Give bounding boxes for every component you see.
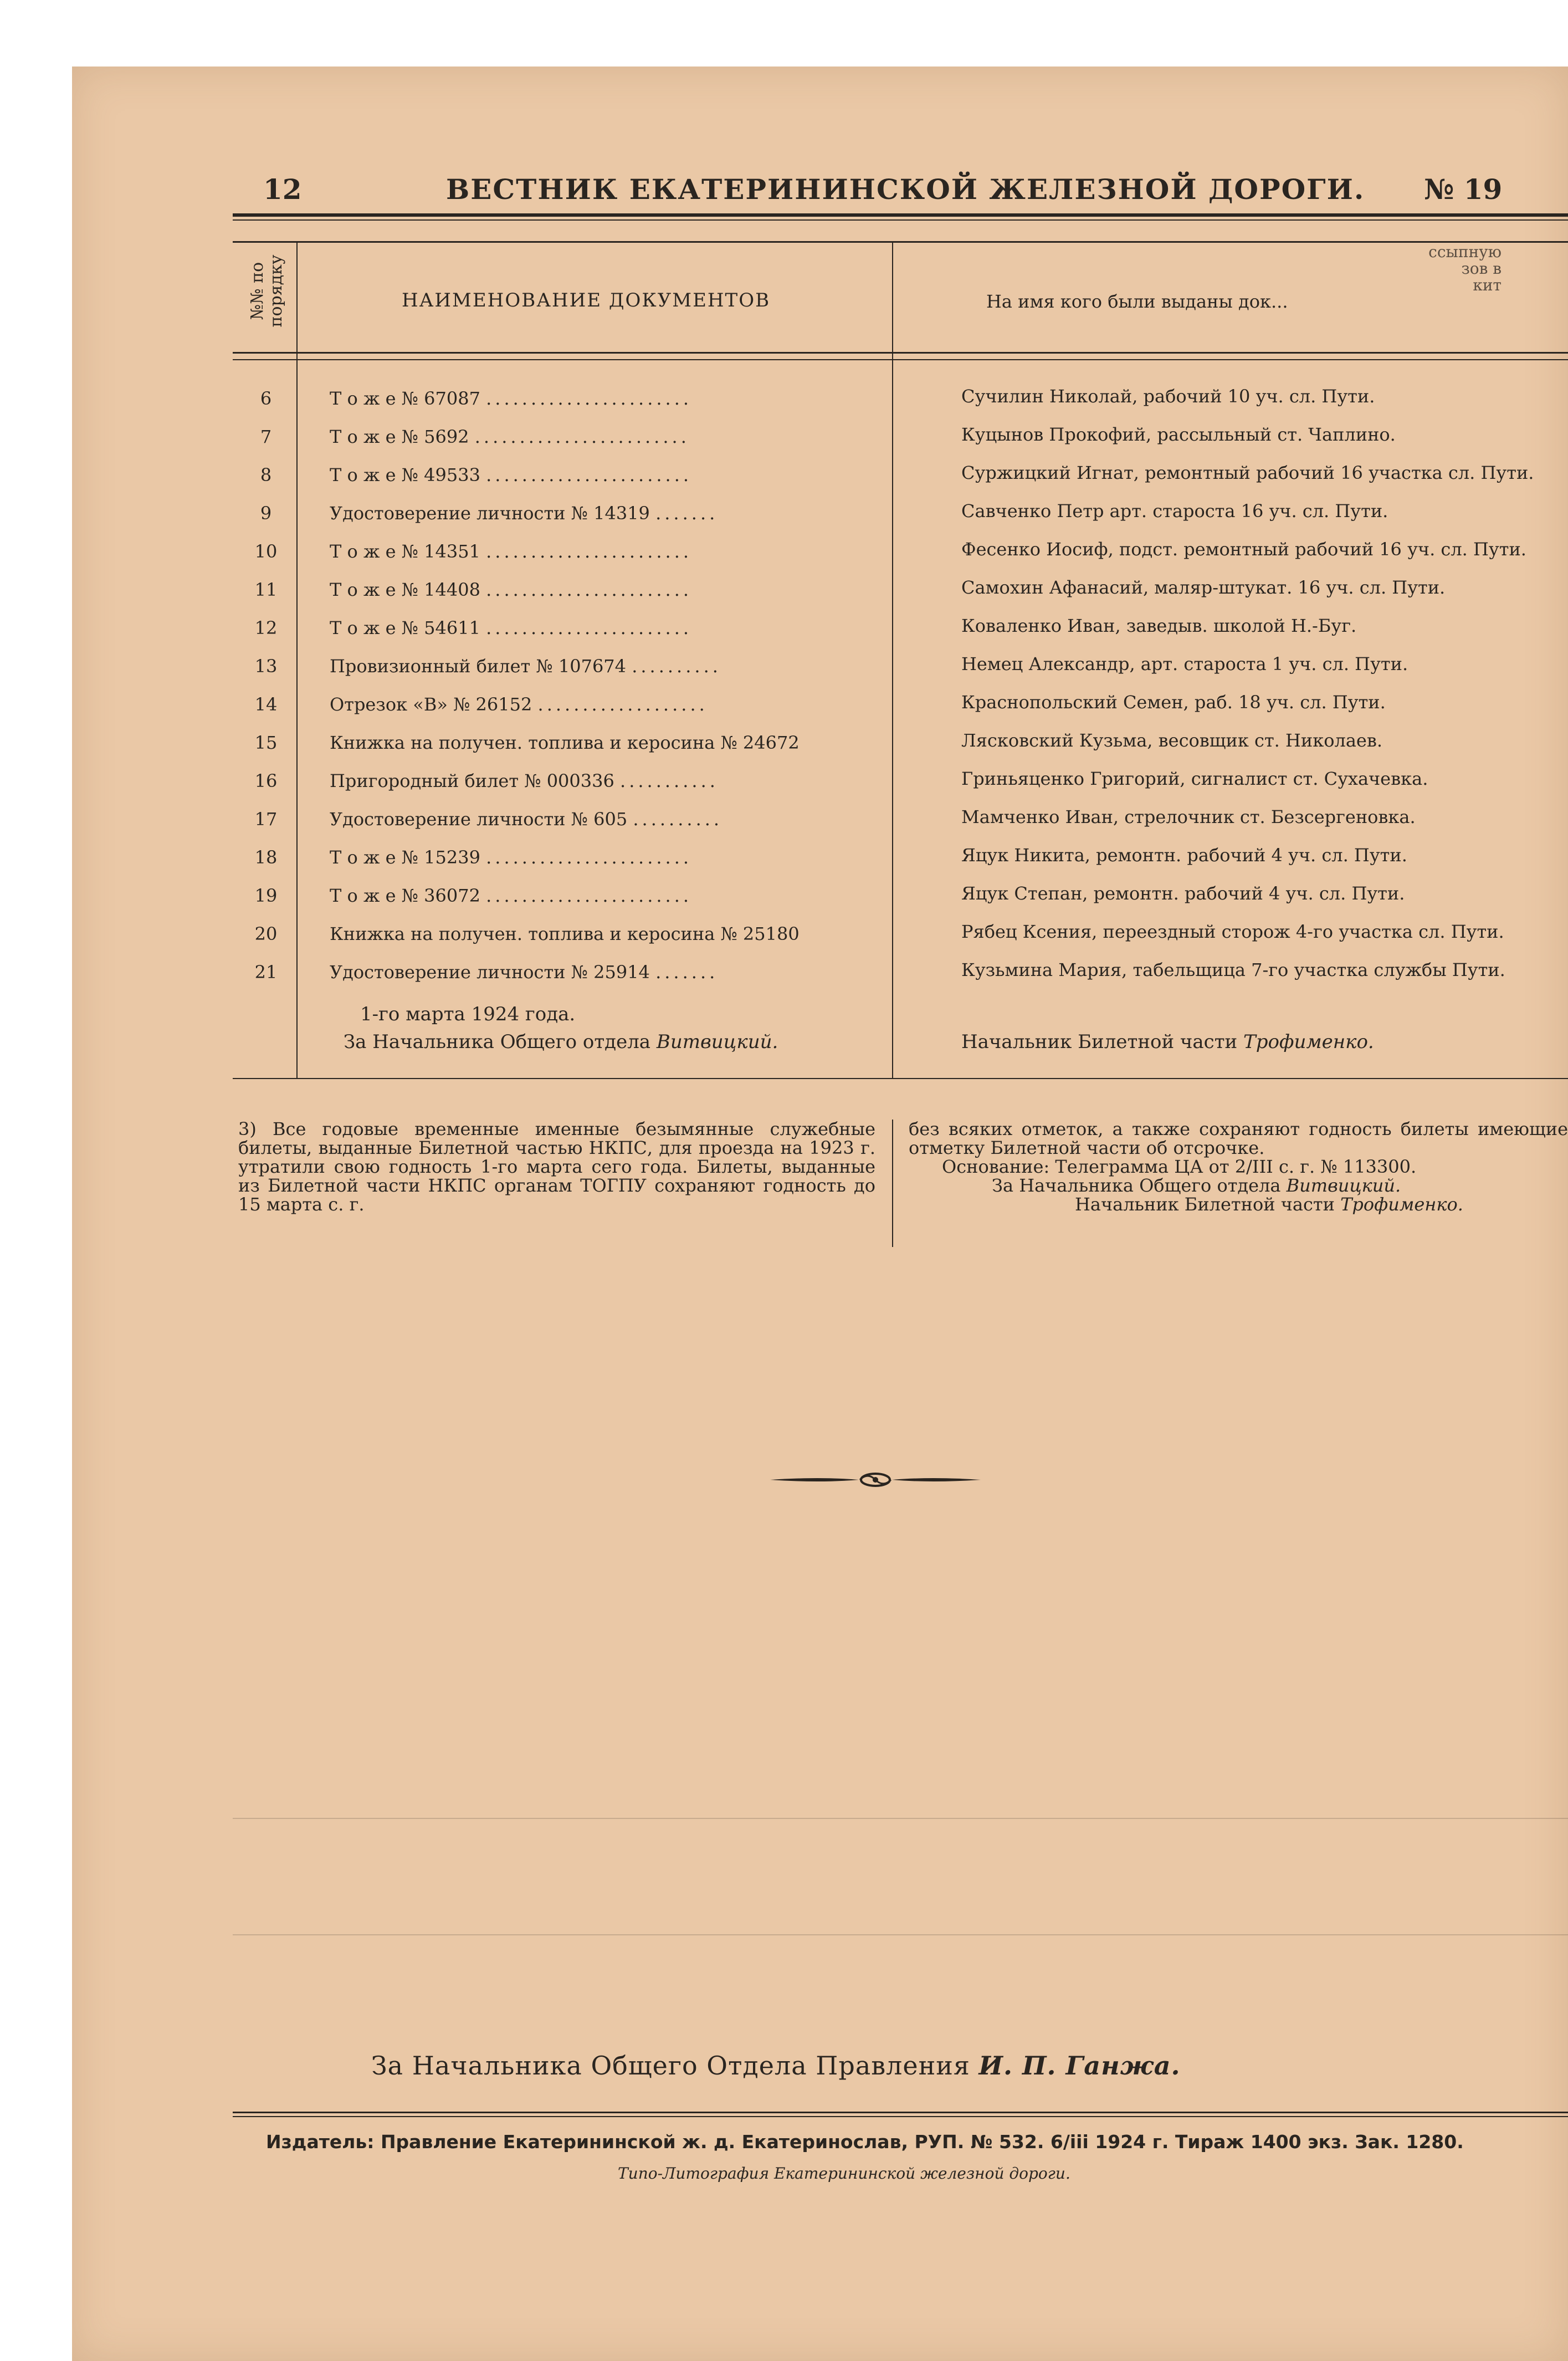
newspaper-title: ВЕСТНИК ЕКАТЕРИНИНСКОЙ ЖЕЛЕЗНОЙ ДОРОГИ. [446,173,1365,206]
board-signature: За Начальника Общего Отдела Правления И. П. Ганжа. [371,2051,1181,2081]
table-bottom-rule [233,1078,1568,1079]
column-header-number: №№ по порядку [248,254,286,328]
col-divider-1 [296,241,298,1078]
footer-rule [233,2112,1568,2113]
header-rule-thin [233,219,1568,221]
bleed-fragment: ссыпную зов в кит [1428,243,1502,294]
table-head-rule-2 [233,359,1568,360]
ornament-divider [765,1469,986,1491]
col-divider-2 [892,241,893,1078]
signoff-left: За Начальника Общего отдела Витвицкий. [344,1031,778,1053]
column-header-issued-to: На имя кого были выданы док... [986,291,1288,312]
table-top-rule [233,241,1568,243]
notice-column-divider [892,1120,893,1247]
show-through-rule [233,1818,1568,1819]
newspaper-page: 12 ВЕСТНИК ЕКАТЕРИНИНСКОЙ ЖЕЛЕЗНОЙ ДОРОГИ. № 19 №№ по порядку НАИМЕНОВАНИЕ ДОКУМЕНТОВ На имя кого были выданы док... ссыпную зов в кит 6 Т о ж е № 67087 ....................... Сучилин Николай, рабочий 10 уч. сл. Пути. 7 Т о ж е № 5692 ........................ Куцынов Прокофий, рассыльный ст. Чаплино. 8 Т о ж е № 49533 ....................... Суржицкий Игнат, ремонтный рабочий 16 участка сл. Пути. 9 Удостоверение личности № 14319 ....... Савченко Петр арт. староста 16 уч. сл. Пути. 10 Т о ж е № 14351 ....................... Фесенко Иосиф, подст. ремонтный рабочий 16 уч. сл. Пути. 11 Т о ж е № 14408 ....................... Самохин Афанасий, маляр-штукат. 16 уч. сл. Пути. 12 Т о ж е № 54611 ....................... Коваленко Иван, заведыв. школой Н.-Буг. 13 Провизионный билет № 107674 .......... Немец Александр, арт. староста 1 уч. сл. Пути. 14 Отрезок «В» № 26152 ................... Краснопольский Семен, раб. 18 уч. сл. Пути. 15 Книжка на получен. топлива и керосина № 24672 Лясковский Кузьма, весовщик ст. Николаев. 16 Пригородный билет № 000336 ........... Гриньяценко Григорий, сигналист ст. Сухачевка. 17 Удостоверение личности № 605 .......... Мамченко Иван, стрелочник ст. Безсергеновка. 18 Т о ж е № 15239 ....................... Яцук Никита, ремонтн. рабочий 4 уч. сл. Пути. 19 Т о ж е № 36072 ....................... Яцук Степан, ремонтн. рабочий 4 уч. сл. Пути. 20 Книжка на получен. топлива и керосина № 25180 Рябец Ксения, переездный сторож 4-го участка сл. Пути. 21 Удостоверение личности № 25914 ....... Кузьмина Мария, табельщица 7-го участка службы Пути. 1-го марта 1924 года. За Начальника Общего отдела Витвицкий. Начальник Билетной части Трофименко. 3) Все годовые временные именные безымянные служебные билеты, выданные Билетной частью НКПС, для проезда на 1923 г. утратили свою годность 1-го марта сего года. Билеты, выданные из Билетной части НКПС органам ТОГПУ сохраняют годность до 15 марта с. г. без всяких отметок, а также сохраняют годность билеты имеющие отметку Билетной части об отсрочке. Основание: Телеграмма ЦА от 2/III с. г. № 113300. За Начальника Общего отдела Витвицкий. Начальник Билетной части Трофименко. За Начальника Общего Отдела Правления И. П. Ганжа. Издатель: Правление Екатерининской ж. д. Екатеринослав, РУП. № 532. 6/ііі 1924 г. Тираж 1400 экз. Зак. 1280. Типо-Литография Екатерининской железной дороги. [72,67,1568,2361]
printer-imprint: Типо-Литография Екатерининской железной дороги. [618,2164,1070,2183]
notice-right-column: без всяких отметок, а также сохраняют годность билеты имеющие отметку Билетной части об отсрочке. Основание: Телеграмма ЦА от 2/III с. г. № 113300. За Начальника Общего отдела Витвицкий. Начальник Билетной части Трофименко. [909,1118,1568,1215]
header-rule [233,213,1568,217]
show-through-rule [233,1934,1568,1935]
footer-rule-thin [233,2116,1568,2117]
table-head-rule [233,352,1568,354]
issue-number: № 19 [1424,173,1503,206]
column-header-documents: НАИМЕНОВАНИЕ ДОКУМЕНТОВ [402,289,771,311]
publisher-imprint: Издатель: Правление Екатерининской ж. д. Екатеринослав, РУП. № 532. 6/ііі 1924 г. Тираж 1400 экз. Зак. 1280. [266,2131,1464,2153]
notice-left-column: 3) Все годовые временные именные безымянные служебные билеты, выданные Билетной частью НКПС, для проезда на 1923 г. утратили свою годность 1-го марта сего года. Билеты, выданные из Билетной части НКПС органам ТОГПУ сохраняют годность до 15 марта с. г. [238,1118,875,1215]
signoff-date: 1-го марта 1924 года. [360,1003,576,1025]
signoff-right: Начальник Билетной части Трофименко. [961,1031,1374,1053]
page-number: 12 [263,173,302,206]
